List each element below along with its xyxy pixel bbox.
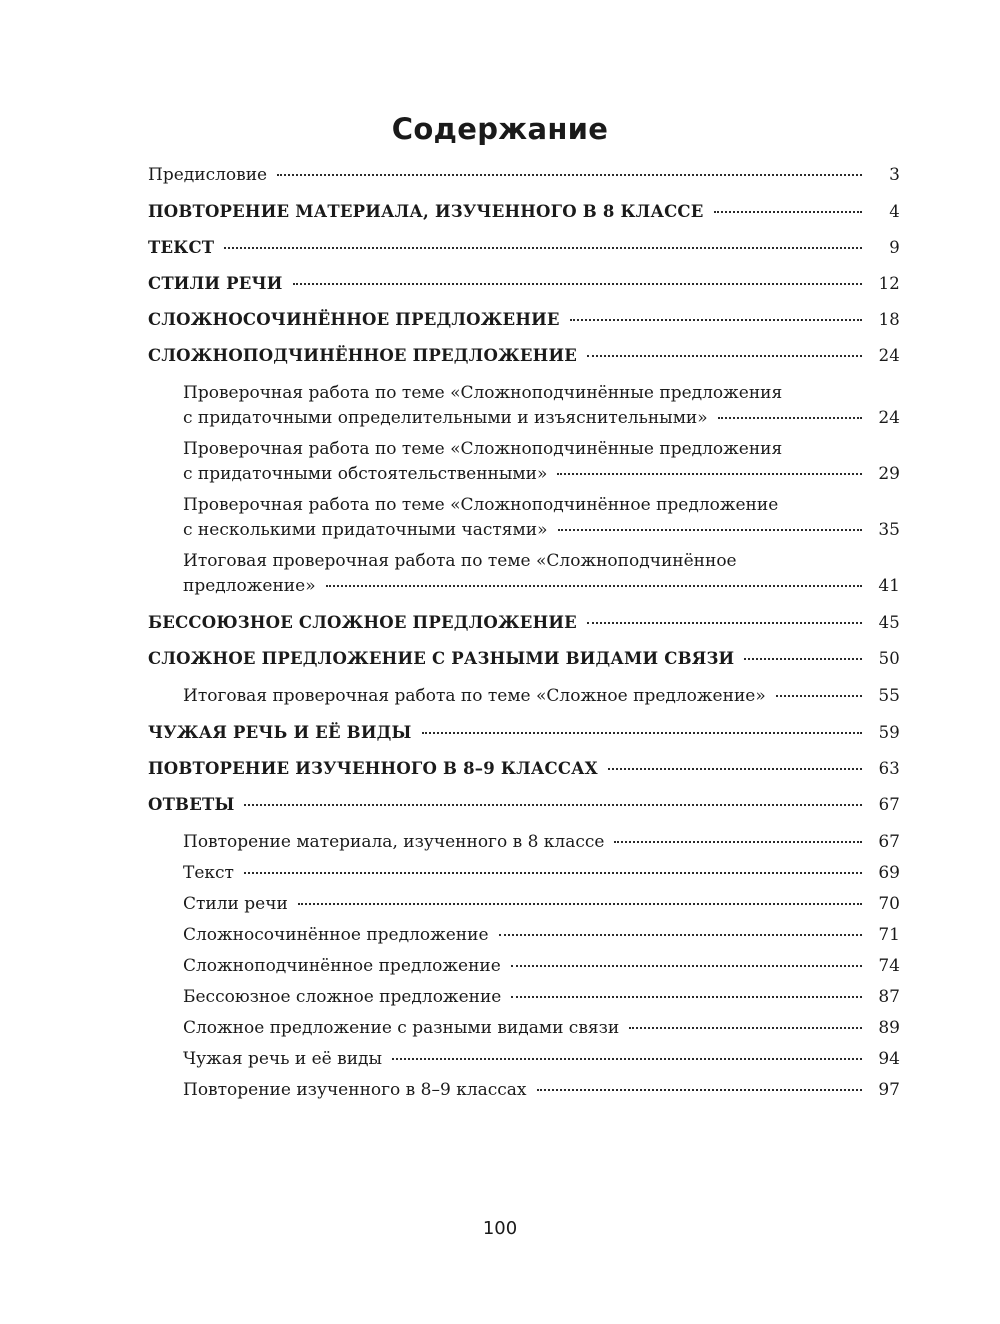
toc-page-number: 97 xyxy=(878,1080,900,1100)
toc-entry-title: ТЕКСТ xyxy=(148,238,215,257)
toc-entry-title-line1: Итоговая проверочная работа по теме «Сложноподчинённое xyxy=(183,551,737,571)
toc-page-number: 3 xyxy=(889,165,900,185)
toc-page-number: 12 xyxy=(878,274,900,293)
toc-entry-answer[interactable] xyxy=(183,923,900,948)
toc-entry-subsection[interactable] xyxy=(183,549,900,599)
toc-page-number: 67 xyxy=(878,832,900,852)
toc-page-number: 24 xyxy=(878,408,900,428)
toc-page-number: 63 xyxy=(878,759,900,778)
toc-page-number: 41 xyxy=(878,576,900,596)
toc-entry-title: Сложносочинённое предложение xyxy=(183,925,489,945)
toc-entry-title: СЛОЖНОСОЧИНЁННОЕ ПРЕДЛОЖЕНИЕ xyxy=(148,310,560,329)
toc-entry-section[interactable] xyxy=(148,792,900,817)
dot-leader xyxy=(557,473,862,475)
toc-entry-answer[interactable] xyxy=(183,892,900,917)
toc-entry-answer[interactable] xyxy=(183,861,900,886)
toc-entry-answer[interactable] xyxy=(183,830,900,855)
toc-page-number: 59 xyxy=(878,723,900,742)
toc-entry-title-line2: с придаточными определительными и изъяснительными» xyxy=(183,408,708,428)
toc-entry-title: Сложное предложение с разными видами связи xyxy=(183,1018,620,1038)
toc-page-number: 24 xyxy=(878,346,900,365)
dot-leader xyxy=(614,841,862,843)
toc-entry-answer[interactable] xyxy=(183,1016,900,1041)
toc-page-number: 94 xyxy=(878,1049,900,1069)
toc-entry-answer[interactable] xyxy=(183,954,900,979)
toc-entry-title-line1: Проверочная работа по теме «Сложноподчинённые предложения xyxy=(183,383,783,403)
toc-entry-title: Повторение материала, изученного в 8 классе xyxy=(183,832,605,852)
toc-entry-title-line2: с придаточными обстоятельственными» xyxy=(183,464,548,484)
toc-entry-title-line1: Проверочная работа по теме «Сложноподчинённые предложения xyxy=(183,439,783,459)
toc-entry-title-line1: Проверочная работа по теме «Сложноподчинённое предложение xyxy=(183,495,779,515)
toc-entry-title: Стили речи xyxy=(183,894,288,914)
toc-page-number: 50 xyxy=(878,649,900,668)
toc-entry-title: Чужая речь и её виды xyxy=(183,1049,383,1069)
dot-leader xyxy=(570,319,862,321)
dot-leader xyxy=(244,804,862,806)
dot-leader xyxy=(244,872,862,874)
dot-leader xyxy=(558,529,863,531)
page-title: Содержание xyxy=(391,112,609,146)
toc-page-number: 29 xyxy=(878,464,900,484)
toc-page-number: 71 xyxy=(878,925,900,945)
toc-entry-title: Сложноподчинённое предложение xyxy=(183,956,501,976)
toc-entry-section[interactable] xyxy=(148,343,900,368)
toc-entry-answer[interactable] xyxy=(183,985,900,1010)
toc-entry-title: ПОВТОРЕНИЕ МАТЕРИАЛА, ИЗУЧЕННОГО В 8 КЛАССЕ xyxy=(148,202,704,221)
dot-leader xyxy=(608,768,862,770)
toc-entry-section[interactable] xyxy=(148,610,900,635)
toc-entry-title: СТИЛИ РЕЧИ xyxy=(148,274,283,293)
table-of-contents xyxy=(148,163,900,1109)
toc-entry-section[interactable] xyxy=(148,307,900,332)
toc-entry-preface[interactable] xyxy=(148,163,900,188)
toc-entry-title: Итоговая проверочная работа по теме «Сложное предложение» xyxy=(183,686,766,706)
dot-leader xyxy=(776,695,862,697)
toc-entry-title-line2: предложение» xyxy=(183,576,316,596)
toc-entry-title: ОТВЕТЫ xyxy=(148,795,235,814)
toc-entry-title: Предисловие xyxy=(148,165,268,185)
toc-entry-title: Бессоюзное сложное предложение xyxy=(183,987,502,1007)
dot-leader xyxy=(714,211,862,213)
toc-entry-section[interactable] xyxy=(148,646,900,671)
toc-page-number: 4 xyxy=(889,202,900,221)
toc-entry-section[interactable] xyxy=(148,235,900,260)
dot-leader xyxy=(293,283,862,285)
toc-page-number: 35 xyxy=(878,520,900,540)
toc-entry-section[interactable] xyxy=(148,271,900,296)
toc-entry-section[interactable] xyxy=(148,199,900,224)
toc-entry-title: Повторение изученного в 8–9 классах xyxy=(183,1080,527,1100)
toc-page-number: 18 xyxy=(878,310,900,329)
toc-page-number: 67 xyxy=(878,795,900,814)
toc-entry-section[interactable] xyxy=(148,720,900,745)
dot-leader xyxy=(499,934,862,936)
toc-page-number: 74 xyxy=(878,956,900,976)
dot-leader xyxy=(326,585,862,587)
toc-entry-subsection[interactable] xyxy=(183,493,900,543)
dot-leader xyxy=(587,622,862,624)
dot-leader xyxy=(629,1027,862,1029)
toc-entry-title: СЛОЖНОПОДЧИНЁННОЕ ПРЕДЛОЖЕНИЕ xyxy=(148,346,578,365)
toc-entry-subsection[interactable] xyxy=(183,381,900,431)
toc-page-number: 87 xyxy=(878,987,900,1007)
toc-entry-title: ПОВТОРЕНИЕ ИЗУЧЕННОГО В 8–9 КЛАССАХ xyxy=(148,759,598,778)
toc-page-number: 70 xyxy=(878,894,900,914)
toc-entry-answer[interactable] xyxy=(183,1047,900,1072)
toc-entry-title: Текст xyxy=(183,863,234,883)
toc-entry-subsection[interactable] xyxy=(183,437,900,487)
dot-leader xyxy=(511,996,862,998)
toc-entry-subsection[interactable] xyxy=(183,684,900,709)
toc-entry-title: СЛОЖНОЕ ПРЕДЛОЖЕНИЕ С РАЗНЫМИ ВИДАМИ СВЯЗИ xyxy=(148,649,735,668)
toc-entry-section[interactable] xyxy=(148,756,900,781)
toc-entry-title: БЕССОЮЗНОЕ СЛОЖНОЕ ПРЕДЛОЖЕНИЕ xyxy=(148,613,577,632)
dot-leader xyxy=(718,417,862,419)
toc-page-number: 89 xyxy=(878,1018,900,1038)
dot-leader xyxy=(511,965,862,967)
dot-leader xyxy=(224,247,862,249)
toc-page-number: 55 xyxy=(878,686,900,706)
toc-entry-title-line2: с несколькими придаточными частями» xyxy=(183,520,548,540)
dot-leader xyxy=(277,174,862,176)
dot-leader xyxy=(392,1058,862,1060)
toc-page-number: 9 xyxy=(889,238,900,257)
dot-leader xyxy=(537,1089,862,1091)
dot-leader xyxy=(298,903,862,905)
toc-entry-answer[interactable] xyxy=(183,1078,900,1103)
dot-leader xyxy=(422,732,862,734)
dot-leader xyxy=(587,355,862,357)
dot-leader xyxy=(744,658,862,660)
toc-page-number: 45 xyxy=(878,613,900,632)
toc-page-number: 69 xyxy=(878,863,900,883)
toc-entry-title: ЧУЖАЯ РЕЧЬ И ЕЁ ВИДЫ xyxy=(148,723,412,742)
page-number: 100 xyxy=(482,1218,518,1239)
